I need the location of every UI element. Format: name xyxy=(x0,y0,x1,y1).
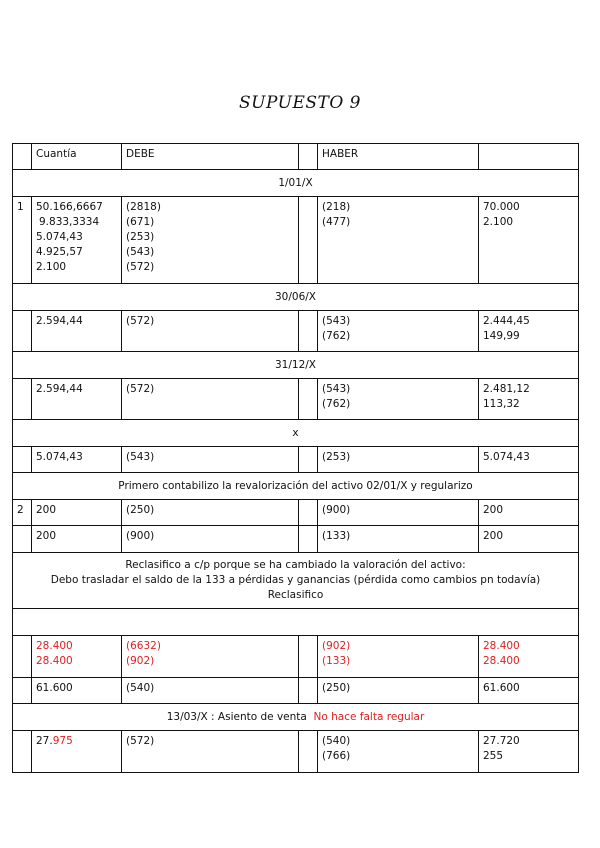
amount-cell xyxy=(479,379,579,420)
debe-cell: (572) xyxy=(122,379,299,420)
sale-entry-note: No hace falta regular xyxy=(313,710,425,723)
account-code: (902) xyxy=(322,640,351,652)
cuantia-value: 28.400 xyxy=(36,640,73,652)
note-line: Debo trasladar el saldo de la 133 a pérdidas y ganancias (pérdida como cambios pn todavía) xyxy=(50,574,541,586)
header-gap xyxy=(299,144,318,170)
account-code: (762) xyxy=(322,398,351,410)
amount-cell xyxy=(479,197,579,284)
entry-number xyxy=(13,731,32,773)
empty-row xyxy=(13,609,579,636)
account-code: (218) xyxy=(322,201,351,213)
entry-row xyxy=(13,636,579,678)
amount-cell: 5.074,43 xyxy=(479,447,579,473)
amount-value: 70.000 xyxy=(483,201,520,213)
entry-number xyxy=(13,526,32,553)
account-code: (902) xyxy=(126,655,155,667)
amount-cell xyxy=(479,636,579,678)
entry-row xyxy=(13,526,579,553)
entry-number xyxy=(13,311,32,352)
haber-cell xyxy=(318,636,479,678)
amount-value: 2.100 xyxy=(483,216,514,228)
entry-row xyxy=(13,311,579,352)
gap-cell xyxy=(299,526,318,553)
page-title: SUPUESTO 9 xyxy=(239,93,361,113)
amount-cell: 200 xyxy=(479,526,579,553)
cuantia-cell xyxy=(32,636,122,678)
note-line: Reclasifico a c/p porque se ha cambiado la valoración del activo: xyxy=(125,559,466,571)
debe-cell: (543) xyxy=(122,447,299,473)
entry-row xyxy=(13,197,579,284)
gap-cell xyxy=(299,447,318,473)
section-note: Primero contabilizo la revalorización del activo 02/01/X y regularizo xyxy=(13,473,579,500)
haber-cell: (900) xyxy=(318,500,479,526)
entry-row xyxy=(13,500,579,526)
cuantia-cell: 200 xyxy=(32,526,122,553)
cuantia-value: 2.100 xyxy=(36,261,67,273)
entry-row xyxy=(13,447,579,473)
entry-number: 1 xyxy=(13,197,32,284)
haber-cell xyxy=(318,311,479,352)
debe-cell: (540) xyxy=(122,678,299,704)
section-date: 1/01/X xyxy=(13,170,579,197)
gap-cell xyxy=(299,636,318,678)
amount-cell: 200 xyxy=(479,500,579,526)
cuantia-cell: 2.594,44 xyxy=(32,311,122,352)
cuantia-value-suffix: 975 xyxy=(52,735,73,747)
cuantia-value-prefix: 27. xyxy=(36,735,53,747)
debe-cell: (572) xyxy=(122,311,299,352)
section-date: 30/06/X xyxy=(13,284,579,311)
entry-number xyxy=(13,636,32,678)
account-code: (253) xyxy=(126,231,155,243)
haber-cell: (133) xyxy=(318,526,479,553)
account-code: (543) xyxy=(322,315,351,327)
haber-cell xyxy=(318,379,479,420)
debe-cell xyxy=(122,636,299,678)
amount-cell xyxy=(479,731,579,773)
gap-cell xyxy=(299,678,318,704)
note-line: Reclasifico xyxy=(267,589,324,601)
amount-value: 2.481,12 xyxy=(483,383,530,395)
account-code: (766) xyxy=(322,750,351,762)
account-code: (540) xyxy=(322,735,351,747)
cuantia-cell xyxy=(32,197,122,284)
entry-row xyxy=(13,379,579,420)
account-code: (133) xyxy=(322,655,351,667)
account-code: (762) xyxy=(322,330,351,342)
amount-cell xyxy=(479,311,579,352)
amount-value: 113,32 xyxy=(483,398,520,410)
debe-cell: (250) xyxy=(122,500,299,526)
account-code: (671) xyxy=(126,216,155,228)
debe-cell: (572) xyxy=(122,731,299,773)
header-row xyxy=(13,144,579,170)
gap-cell xyxy=(299,379,318,420)
cuantia-cell: 5.074,43 xyxy=(32,447,122,473)
header-amount xyxy=(479,144,579,170)
entry-row xyxy=(13,678,579,704)
haber-cell xyxy=(318,731,479,773)
journal-table xyxy=(12,143,579,773)
entry-number xyxy=(13,678,32,704)
sale-entry-label: 13/03/X : Asiento de venta xyxy=(166,710,307,723)
cuantia-value: 5.074,43 xyxy=(36,231,83,243)
cuantia-value: 28.400 xyxy=(36,655,73,667)
account-code: (543) xyxy=(322,383,351,395)
header-num xyxy=(13,144,32,170)
entry-number xyxy=(13,379,32,420)
cuantia-cell: 2.594,44 xyxy=(32,379,122,420)
cuantia-cell xyxy=(32,731,122,773)
debe-cell xyxy=(122,197,299,284)
gap-cell xyxy=(299,311,318,352)
header-haber: HABER xyxy=(318,144,479,170)
account-code: (6632) xyxy=(126,640,161,652)
entry-row xyxy=(13,731,579,773)
amount-value: 28.400 xyxy=(483,655,520,667)
cuantia-value: 4.925,57 xyxy=(36,246,83,258)
gap-cell xyxy=(299,500,318,526)
amount-value: 28.400 xyxy=(483,640,520,652)
amount-value: 27.720 xyxy=(483,735,520,747)
cuantia-cell: 200 xyxy=(32,500,122,526)
header-debe: DEBE xyxy=(122,144,299,170)
header-cuantia: Cuantía xyxy=(32,144,122,170)
section-note xyxy=(13,553,579,609)
account-code: (572) xyxy=(126,261,155,273)
entry-number xyxy=(13,447,32,473)
amount-value: 2.444,45 xyxy=(483,315,530,327)
amount-value: 255 xyxy=(483,750,504,762)
cuantia-value: 9.833,3334 xyxy=(39,216,100,228)
account-code: (2818) xyxy=(126,201,161,213)
account-code: (477) xyxy=(322,216,351,228)
section-date: x xyxy=(13,420,579,447)
section-date xyxy=(13,704,579,731)
haber-cell xyxy=(318,197,479,284)
gap-cell xyxy=(299,731,318,773)
cuantia-value: 50.166,6667 xyxy=(36,201,103,213)
haber-cell: (250) xyxy=(318,678,479,704)
amount-cell: 61.600 xyxy=(479,678,579,704)
amount-value: 149,99 xyxy=(483,330,520,342)
account-code: (543) xyxy=(126,246,155,258)
debe-cell: (900) xyxy=(122,526,299,553)
entry-number: 2 xyxy=(13,500,32,526)
haber-cell: (253) xyxy=(318,447,479,473)
gap-cell xyxy=(299,197,318,284)
cuantia-cell: 61.600 xyxy=(32,678,122,704)
section-date: 31/12/X xyxy=(13,352,579,379)
